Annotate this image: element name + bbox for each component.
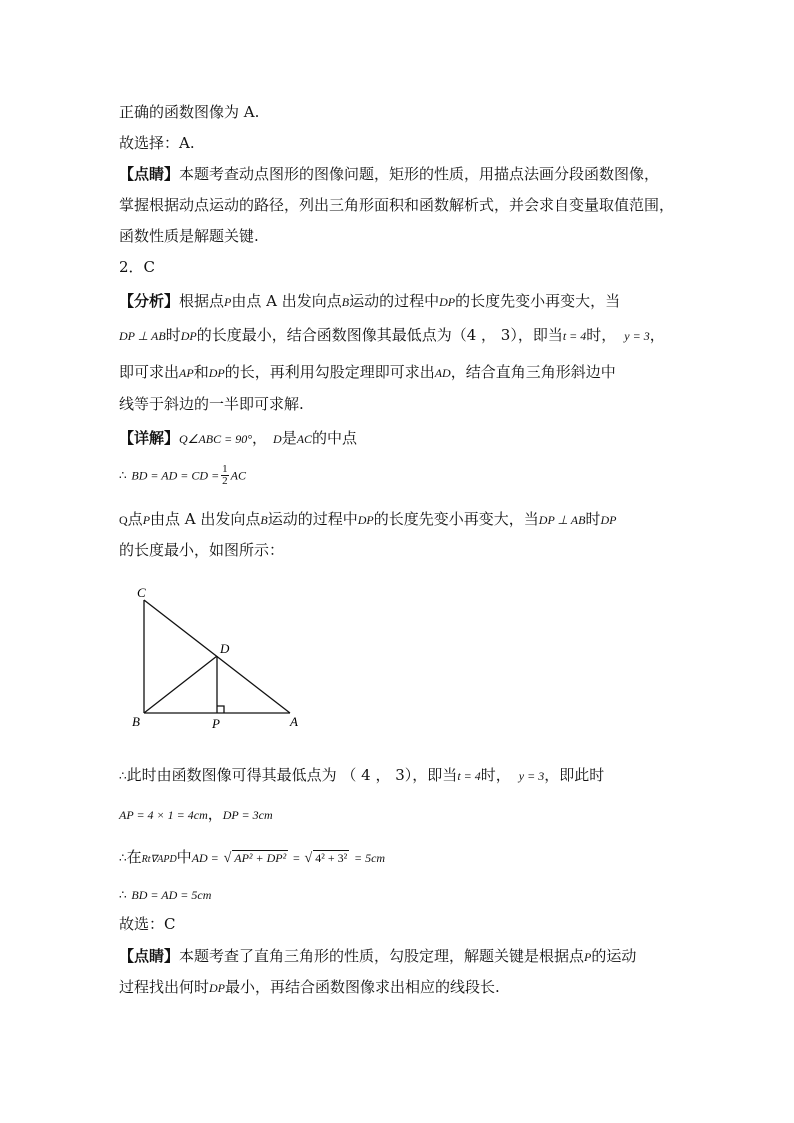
tag-label: 【分析】	[119, 292, 180, 310]
equals: =	[292, 851, 300, 865]
line-text: 的长度先变小再变大，当	[455, 292, 621, 310]
comma: ，	[207, 805, 223, 823]
line-text: 的长，再利用勾股定理即可求出	[224, 363, 435, 381]
line-text: 2．C	[119, 258, 156, 276]
therefore-symbol: ∴	[119, 468, 127, 483]
text-line	[119, 539, 284, 560]
line-text: ，即此时	[544, 766, 605, 784]
line-text: 过程找出何时	[119, 978, 210, 996]
line-text: 的长度最小，如图所示：	[119, 541, 285, 559]
math-perp: DP ⊥ AB	[538, 513, 586, 527]
triangle-figure	[128, 583, 308, 733]
line-text: 运动的过程中	[267, 510, 358, 528]
label-P: P	[212, 716, 220, 731]
math-AP: AP	[179, 366, 194, 380]
tag-label: 【点睛】	[119, 947, 180, 965]
math-rt: Rt∇APD	[141, 854, 177, 865]
math-DP: DP	[180, 329, 197, 343]
line-text: 和	[193, 363, 209, 381]
math-DP: DP	[439, 295, 456, 309]
line-text: 本题考查动点图形的图像问题，矩形的性质，用描点法画分段函数图像，	[179, 165, 660, 183]
therefore-symbol: ∴	[119, 769, 127, 783]
math-P: P	[584, 950, 592, 964]
text-line	[119, 194, 674, 215]
formula-line	[119, 885, 211, 903]
math-DP: DP	[208, 366, 225, 380]
text-line	[119, 101, 259, 122]
line-text: 最小，再结合函数图像求出相应的线段长.	[225, 978, 500, 996]
sqrt-ap-dp: AP² + DP²	[234, 851, 287, 865]
line-text: 根据点	[179, 292, 225, 310]
line-text: ，结合直角三角形斜边中	[450, 363, 616, 381]
right-angle-mark	[217, 706, 224, 713]
math-B: B	[341, 295, 350, 309]
math-ad-eq: AD =	[191, 851, 219, 865]
line-text: 线等于斜边的一半即可求解.	[119, 395, 304, 413]
line-text: ，	[252, 429, 268, 447]
math-DP: DP	[209, 981, 226, 995]
line-text: 本题考查了直角三角形的性质，勾股定理，解题关键是根据点	[179, 947, 585, 965]
math-y3: y = 3	[624, 329, 650, 343]
line-text: 时，	[586, 326, 617, 344]
line-text: 中	[176, 848, 192, 866]
line-text: 函数性质是解题关键.	[119, 227, 259, 245]
line-text: 是	[281, 429, 297, 447]
fraction-numerator: 1	[222, 463, 228, 475]
math-bd-final: BD = AD = 5cm	[131, 888, 212, 902]
tag-label: 【点睛】	[119, 165, 180, 183]
line-text: 运动的过程中	[349, 292, 440, 310]
math-t4: t = 4	[562, 329, 587, 343]
line-text: 即可求出	[119, 363, 180, 381]
text-line	[119, 163, 659, 184]
line-text: 的中点	[312, 429, 358, 447]
since-symbol: Q	[119, 513, 128, 527]
math-AC: AC	[230, 468, 247, 483]
math-dp-eq: DP = 3cm	[222, 808, 273, 822]
math-P: P	[142, 513, 151, 527]
line-text: 的长度最小，结合函数图像其最低点为（4 ， 3），即当	[196, 326, 563, 344]
line-text: 在	[126, 848, 142, 866]
text-line: DP ⊥ AB时DP的长度最小，结合函数图像其最低点为（4 ， 3），即当t = 4时， y = 3，	[119, 326, 665, 344]
math-B: B	[260, 513, 268, 527]
sqrt-4-3: 4² + 3²	[315, 851, 348, 865]
formula-line	[119, 803, 273, 824]
text-line	[119, 427, 357, 448]
math-AC: AC	[296, 432, 313, 446]
line-text: 正确的函数图像为 A.	[119, 103, 260, 121]
segment-BD	[144, 656, 217, 713]
tag-label: 【详解】	[119, 429, 180, 447]
label-C: C	[137, 585, 146, 600]
answer-number	[119, 256, 155, 277]
line-text: 时	[585, 510, 601, 528]
line-text: 点	[127, 510, 143, 528]
text-line	[119, 132, 195, 153]
math-angle: Q∠ABC = 90°	[179, 432, 252, 446]
text-line	[119, 508, 616, 529]
text-line	[119, 290, 620, 311]
line-text: 的运动	[591, 947, 637, 965]
line-text: 故选择：A.	[119, 134, 195, 152]
math-AD: AD	[434, 366, 451, 380]
therefore-symbol: ∴	[119, 888, 127, 902]
line-text: 的长度先变小再变大，当	[373, 510, 539, 528]
text-line	[119, 945, 636, 966]
label-A: A	[290, 714, 298, 729]
math-t4: t = 4	[457, 769, 481, 783]
text-line	[119, 393, 304, 414]
line-text: 由点 A 出发向点	[231, 292, 342, 310]
line-text: 掌握根据动点运动的路径，列出三角形面积和函数解析式，并会求自变量取值范围，	[119, 196, 675, 214]
math-DP: DP	[600, 513, 617, 527]
math-ap-eq: AP = 4 × 1 = 4cm	[119, 808, 208, 822]
fraction-denominator: 2	[222, 475, 228, 487]
label-B: B	[132, 714, 140, 729]
math-five: = 5cm	[353, 851, 386, 865]
line-text: 此时由函数图像可得其最低点为 （ 4 ， 3），即当	[126, 766, 458, 784]
line-text: 由点 A 出发向点	[150, 510, 261, 528]
formula-line: ∴在Rt∇APD中AD = √ AP² + DP² = √ 4² + 3² = 5cm	[119, 848, 386, 866]
math-y3: y = 3	[518, 769, 545, 783]
line-text: 时	[165, 326, 181, 344]
text-line	[119, 225, 259, 246]
line-text: 故选：C	[119, 915, 176, 933]
therefore-symbol: ∴	[119, 851, 127, 865]
math-D: D	[273, 432, 282, 446]
label-D: D	[220, 641, 230, 656]
text-line	[119, 361, 616, 382]
line-text: 时，	[480, 766, 511, 784]
text-line	[119, 913, 175, 934]
formula-line	[119, 464, 246, 487]
fraction-half	[221, 464, 229, 487]
math-DP: DP	[357, 513, 374, 527]
math-P: P	[224, 295, 232, 309]
text-line	[119, 764, 604, 785]
text-line	[119, 976, 500, 997]
math-perp: DP ⊥ AB	[119, 329, 166, 343]
math-bd-eq: BD = AD = CD =	[131, 468, 220, 483]
